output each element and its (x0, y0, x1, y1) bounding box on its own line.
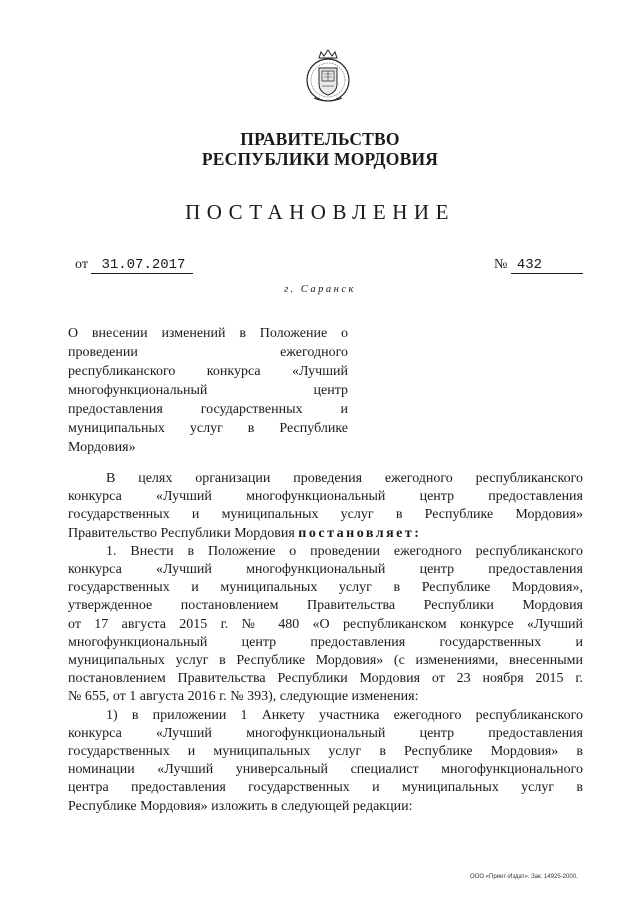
body-line: многофункциональный центр предоставления государственных и (68, 634, 583, 650)
body-line: утвержденное постановлением Правительства Республики Мордовия (68, 598, 583, 614)
subject-line: муниципальных услуг в Республике (68, 421, 348, 436)
subject-line: Мордовия» (68, 440, 136, 455)
document-type: ПОСТАНОВЛЕНИЕ (185, 200, 455, 224)
document-number (494, 257, 583, 274)
city: г. Саранск (284, 284, 356, 295)
body-line-lead: Правительство Республики Мордовия (68, 525, 295, 541)
body-line: конкурса «Лучший многофункциональный центр предоставления (68, 725, 583, 741)
number-value: 432 (511, 258, 583, 274)
document-subject (68, 324, 348, 457)
body-line: муниципальных услуг в Республике Мордовия» (с изменениями, внесенными (68, 653, 583, 669)
government-title-line2: РЕСПУБЛИКИ МОРДОВИЯ (201, 149, 439, 169)
body-line: постановлением Правительства Республики Мордовия от 23 ноября 2015 г. (68, 671, 583, 687)
body-line (68, 525, 583, 543)
subject-line: О внесении изменений в Положение о (68, 326, 348, 341)
subject-line: предоставления государственных и (68, 402, 348, 417)
body-line: № 655, от 1 августа 2016 г. № 393), следующие изменения: (68, 689, 419, 705)
document-body (68, 470, 583, 816)
document-date (75, 257, 193, 274)
body-line: государственных и муниципальных услуг в Республике Мордовия», (68, 580, 583, 596)
subject-line: республиканского конкурса «Лучший (68, 364, 348, 379)
body-line: от 17 августа 2015 г. № 480 «О республиканском конкурсе «Лучший (68, 616, 583, 632)
body-line: 1. Внести в Положение о проведении ежегодного республиканского (106, 543, 583, 559)
printer-footer: ООО «Принт-Издат». Зак. 14925-2000. (470, 874, 578, 880)
coat-of-arms-emblem (302, 48, 354, 104)
body-line: конкурса «Лучший многофункциональный центр предоставления (68, 562, 583, 578)
date-value: 31.07.2017 (91, 258, 193, 274)
body-line: номинации «Лучший универсальный специалист многофункционального (68, 762, 583, 778)
body-line: 1) в приложении 1 Анкету участника ежегодного республиканского (106, 707, 583, 723)
government-title-line1: ПРАВИТЕЛЬСТВО (240, 129, 400, 149)
body-line: Республике Мордовия» изложить в следующей редакции: (68, 798, 413, 814)
subject-line: проведении ежегодного (68, 345, 348, 360)
date-prefix: от (75, 257, 88, 272)
body-line: государственных и муниципальных услуг в Республике Мордовия» в (68, 744, 583, 760)
body-line: государственных и муниципальных услуг в Республике Мордовия» (68, 507, 583, 523)
number-prefix: № (494, 257, 508, 272)
body-line: конкурса «Лучший многофункциональный центр предоставления (68, 489, 583, 505)
body-line: центра предоставления государственных и муниципальных услуг в (68, 780, 583, 796)
subject-line: многофункциональный центр (68, 383, 348, 398)
resolves-word: постановляет: (298, 525, 422, 541)
body-line: В целях организации проведения ежегодного республиканского (106, 471, 583, 486)
